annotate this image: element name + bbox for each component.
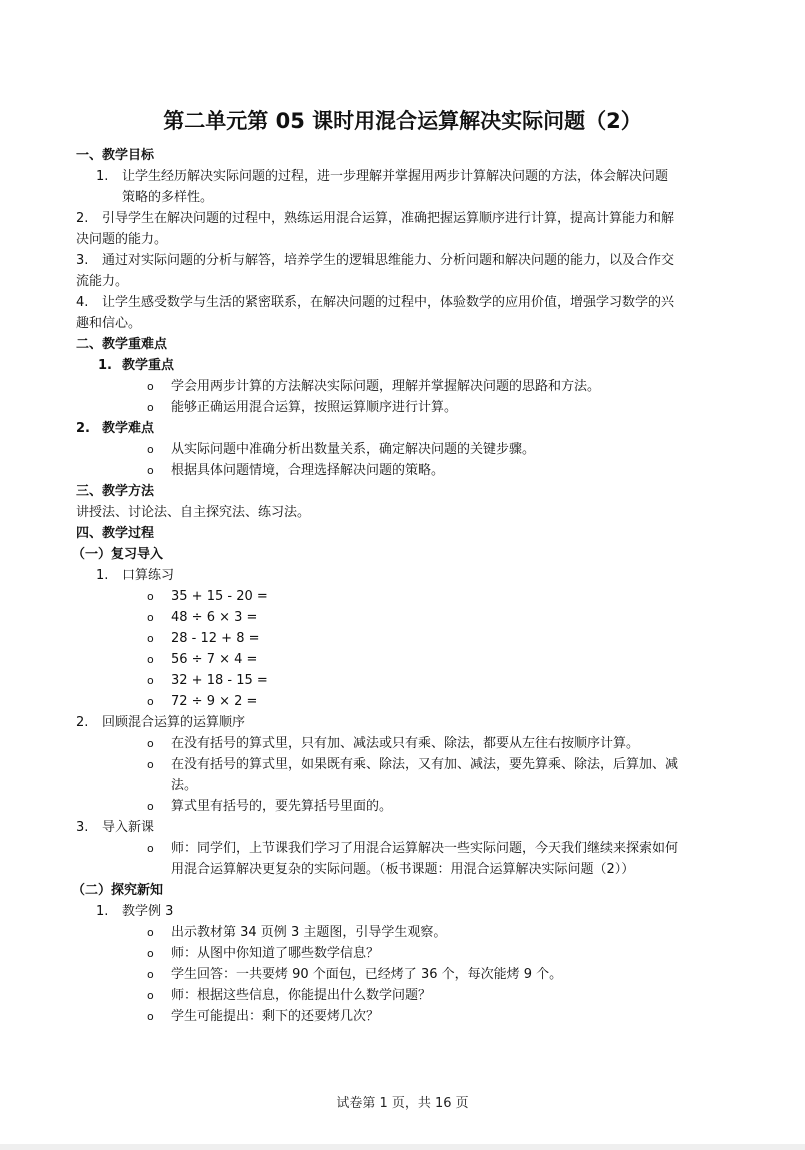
bullet-icon: o [147,947,154,960]
order-item-2-cont: 法。 [171,778,198,793]
goal-item-3-cont: 流能力。 [76,274,129,289]
bullet-icon: o [147,989,154,1002]
bullet-icon: o [147,632,154,645]
bullet-icon: o [147,464,154,477]
bullet-icon: o [147,674,154,687]
page-bottom-edge [0,1144,805,1150]
difficult-point-2: o 根据具体问题情境，合理选择解决问题的策略。 [76,460,728,481]
oral-item-2: o 48 ÷ 6 × 3 = [76,607,728,628]
key-point-2: o 能够正确运用混合运算，按照运算顺序进行计算。 [76,397,728,418]
bullet-icon: o [147,443,154,456]
bullet-icon: o [147,590,154,603]
bullet-icon: o [147,758,154,771]
section-heading-goals: 一、教学目标 [76,148,155,163]
method-text: 讲授法、讨论法、自主探究法、练习法。 [76,505,311,520]
oral-item-1: o 35 + 15 - 20 = [76,586,728,607]
goal-item-4: 4. 让学生感受数学与生活的紧密联系，在解决问题的过程中，体验数学的应用价值，增强学习数学的兴 [76,295,675,310]
goal-item-3: 3. 通过对实际问题的分析与解答，培养学生的逻辑思维能力、分析问题和解决问题的能力，以及合作交 [76,253,675,268]
oral-item-6: o 72 ÷ 9 × 2 = [76,691,728,712]
order-item-2: o 在没有括号的算式里，如果既有乘、除法，又有加、减法，要先算乘、除法，后算加、减 [76,754,728,775]
bullet-icon: o [147,401,154,414]
example-item-4: o 师：根据这些信息，你能提出什么数学问题？ [76,985,728,1006]
oral-practice-heading: 1. 口算练习 [96,568,175,583]
example-item-5: o 学生可能提出：剩下的还要烤几次？ [76,1006,728,1027]
bullet-icon: o [147,842,154,855]
key-point-1: o 学会用两步计算的方法解决实际问题，理解并掌握解决问题的思路和方法。 [76,376,728,397]
sub-heading-key-points: 1. 教学重点 [98,358,175,373]
bullet-icon: o [147,611,154,624]
bullet-icon: o [147,968,154,981]
oral-item-4: o 56 ÷ 7 × 4 = [76,649,728,670]
intro-item-cont: 用混合运算解决更复杂的实际问题。（板书课题：用混合运算解决实际问题（2）） [171,862,635,877]
section-heading-method: 三、教学方法 [76,484,155,499]
page-title: 第二单元第 05 课时用混合运算解决实际问题（2） [163,109,642,133]
example-item-3: o 学生回答：一共要烤 90 个面包，已经烤了 36 个，每次能烤 9 个。 [76,964,728,985]
section-heading-key: 二、教学重难点 [76,337,168,352]
order-item-1: o 在没有括号的算式里，只有加、减法或只有乘、除法，都要从左往右按顺序计算。 [76,733,728,754]
bullet-icon: o [147,653,154,666]
sub-heading-explore: （二）探究新知 [72,883,164,898]
example-item-1: o 出示教材第 34 页例 3 主题图，引导学生观察。 [76,922,728,943]
order-item-3: o 算式里有括号的，要先算括号里面的。 [76,796,728,817]
bullet-icon: o [147,380,154,393]
oral-item-3: o 28 - 12 + 8 = [76,628,728,649]
bullet-icon: o [147,1010,154,1023]
goal-item-2-cont: 决问题的能力。 [76,232,168,247]
example-heading: 1. 教学例 3 [96,904,174,919]
example-item-2: o 师：从图中你知道了哪些数学信息？ [76,943,728,964]
oral-item-5: o 32 + 18 - 15 = [76,670,728,691]
bullet-icon: o [147,926,154,939]
page-footer: 试卷第 1 页，共 16 页 [336,1096,469,1111]
sub-heading-review: （一）复习导入 [72,547,164,562]
sub-heading-difficult-points: 2. 教学难点 [76,421,155,436]
goal-item-1-cont: 策略的多样性。 [122,190,214,205]
order-heading: 2. 回顾混合运算的运算顺序 [76,715,246,730]
bullet-icon: o [147,695,154,708]
section-heading-process: 四、教学过程 [76,526,155,541]
difficult-point-1: o 从实际问题中准确分析出数量关系，确定解决问题的关键步骤。 [76,439,728,460]
goal-item-4-cont: 趣和信心。 [76,316,142,331]
bullet-icon: o [147,800,154,813]
intro-item: o 师：同学们，上节课我们学习了用混合运算解决一些实际问题，今天我们继续来探索如何 [76,838,728,859]
document-body [72,145,728,1027]
intro-heading: 3. 导入新课 [76,820,155,835]
bullet-icon: o [147,737,154,750]
goal-item-1: 1. 让学生经历解决实际问题的过程，进一步理解并掌握用两步计算解决问题的方法，体会解决问题 [96,169,669,184]
goal-item-2: 2. 引导学生在解决问题的过程中，熟练运用混合运算，准确把握运算顺序进行计算，提高计算能力和解 [76,211,675,226]
